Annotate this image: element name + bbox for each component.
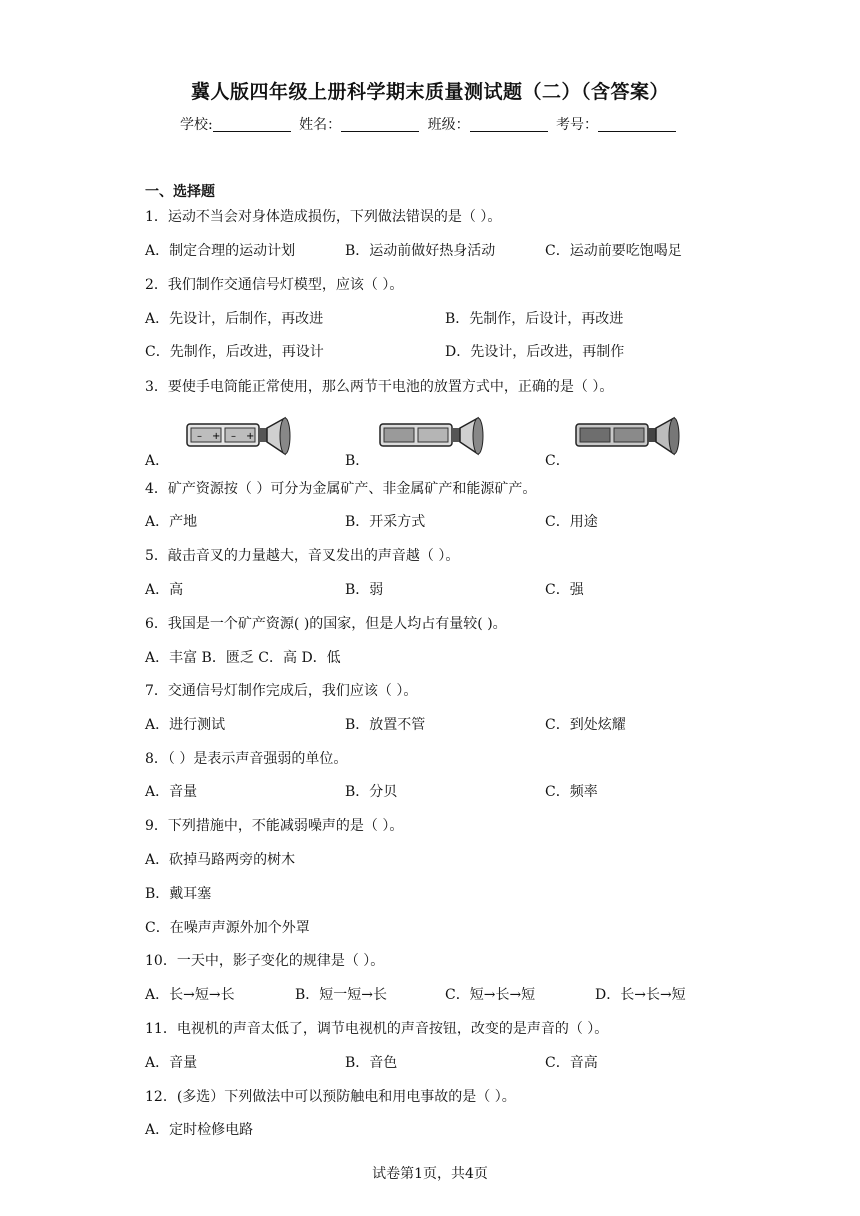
question-11: 11．电视机的声音太低了，调节电视机的声音按钮，改变的是声音的（ ）。 <box>145 1021 609 1037</box>
q10-option-b: B．短一短→长 <box>295 987 388 1003</box>
q4-option-b: B．开采方式 <box>345 514 426 530</box>
q1-option-b: B．运动前做好热身活动 <box>345 243 496 259</box>
q7-option-b: B．放置不管 <box>345 717 426 733</box>
q11-option-b: B．音色 <box>345 1055 398 1071</box>
page-title: 冀人版四年级上册科学期末质量测试题（二）（含答案） <box>190 81 669 103</box>
q10-option-a: A．长→短→长 <box>145 987 235 1003</box>
q9-option-c: C．在噪声声源外加个外罩 <box>145 920 310 936</box>
question-5: 5．敲击音叉的力量越大，音叉发出的声音越（ ）。 <box>145 548 460 564</box>
q9-option-b: B．戴耳塞 <box>145 886 212 902</box>
school-label: 学校: <box>179 117 213 133</box>
section-heading: 一、选择题 <box>145 184 215 200</box>
svg-text:+: + <box>212 431 221 442</box>
question-7: 7．交通信号灯制作完成后，我们应该（ ）。 <box>145 683 418 699</box>
q1-option-a: A．制定合理的运动计划 <box>145 243 296 259</box>
flashlight-c-image <box>574 414 684 460</box>
q6-options: A．丰富 B．匮乏 C．高 D．低 <box>145 650 341 666</box>
q8-option-a: A．音量 <box>145 784 198 800</box>
q3-option-c: C． <box>545 453 570 469</box>
exam-number-blank[interactable] <box>598 117 676 132</box>
question-2: 2．我们制作交通信号灯模型，应该（ ）。 <box>145 277 404 293</box>
q2-option-c: C．先制作，后改进，再设计 <box>145 344 324 360</box>
q5-option-a: A．高 <box>145 582 184 598</box>
q1-option-c: C．运动前要吃饱喝足 <box>545 243 682 259</box>
svg-text:–: – <box>197 431 202 442</box>
exam-number-label: 考号： <box>556 117 599 133</box>
question-8: 8．（ ）是表示声音强弱的单位。 <box>145 751 348 767</box>
svg-text:+: + <box>246 431 255 442</box>
flashlight-a-image <box>185 414 295 460</box>
student-info-row <box>0 114 860 134</box>
name-blank[interactable] <box>341 117 419 132</box>
question-4: 4．矿产资源按（ ）可分为金属矿产、非金属矿产和能源矿产。 <box>145 481 537 497</box>
class-blank[interactable] <box>470 117 548 132</box>
q8-option-b: B．分贝 <box>345 784 398 800</box>
question-6: 6．我国是一个矿产资源( )的国家，但是人均占有量较( )。 <box>145 616 507 632</box>
name-label: 姓名： <box>299 117 342 133</box>
class-label: 班级： <box>427 117 470 133</box>
q9-option-a: A．砍掉马路两旁的树木 <box>145 852 296 868</box>
svg-text:–: – <box>231 431 236 442</box>
q8-option-c: C．频率 <box>545 784 598 800</box>
q5-option-b: B．弱 <box>345 582 384 598</box>
q4-option-c: C．用途 <box>545 514 598 530</box>
q3-option-a: A． <box>145 453 170 469</box>
q11-option-c: C．音高 <box>545 1055 598 1071</box>
q5-option-c: C．强 <box>545 582 584 598</box>
question-3: 3．要使手电筒能正常使用，那么两节干电池的放置方式中，正确的是（ ）。 <box>145 379 614 395</box>
q2-option-d: D．先设计，后改进，再制作 <box>445 344 625 360</box>
q2-option-b: B．先制作，后设计，再改进 <box>445 311 624 327</box>
q7-option-c: C．到处炫耀 <box>545 717 626 733</box>
q12-option-a: A．定时检修电路 <box>145 1122 254 1138</box>
question-9: 9．下列措施中，不能减弱噪声的是（ ）。 <box>145 818 404 834</box>
q2-option-a: A．先设计，后制作，再改进 <box>145 311 324 327</box>
question-10: 10．一天中，影子变化的规律是（ ）。 <box>145 953 385 969</box>
question-12: 12．(多选）下列做法中可以预防触电和用电事故的是（ ）。 <box>145 1089 516 1105</box>
q4-option-a: A．产地 <box>145 514 198 530</box>
page-footer: 试卷第1页，共4页 <box>372 1166 488 1182</box>
q7-option-a: A．进行测试 <box>145 717 226 733</box>
q11-option-a: A．音量 <box>145 1055 198 1071</box>
school-blank[interactable] <box>213 117 291 132</box>
q3-option-b: B． <box>345 453 370 469</box>
q10-option-d: D．长→长→短 <box>595 987 686 1003</box>
q10-option-c: C．短→长→短 <box>445 987 536 1003</box>
question-1: 1．运动不当会对身体造成损伤，下列做法错误的是（ ）。 <box>145 209 502 225</box>
flashlight-b-image <box>378 414 488 460</box>
